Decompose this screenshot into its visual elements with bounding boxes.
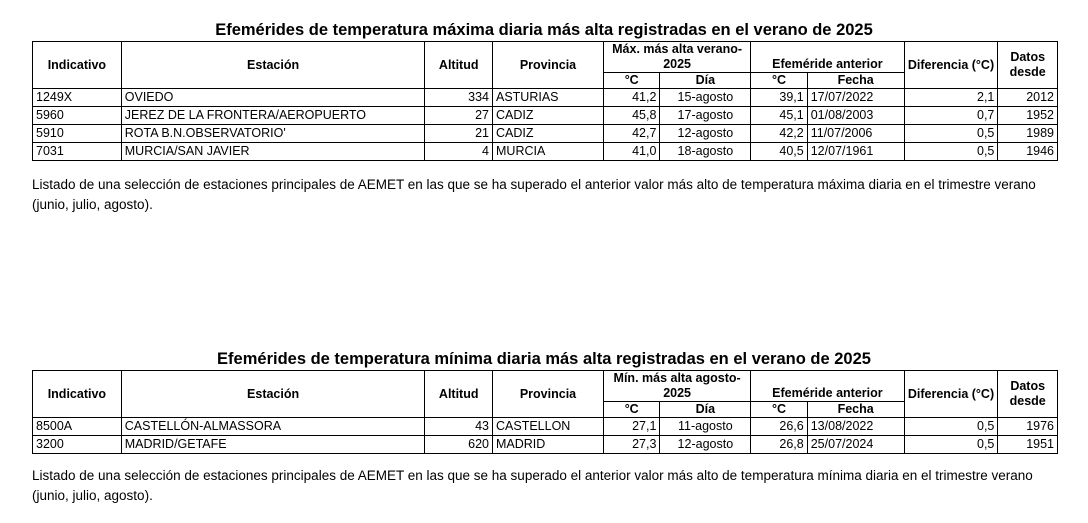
max-temperature-table (32, 41, 1058, 161)
min-table-note: Listado de una selección de estaciones principales de AEMET en las que se ha superado el anterior valor más alto de temperatura mínima diaria en el trimestre verano (junio, julio, agosto). (32, 468, 1033, 503)
cell-altitud: 43 (425, 418, 493, 436)
cell-provincia: CADIZ (493, 125, 604, 143)
cell-diferencia: 0,5 (904, 125, 998, 143)
cell-dia: 12-agosto (660, 125, 751, 143)
cell-desde: 2012 (998, 89, 1058, 107)
cell-prev-fecha: 13/08/2022 (807, 418, 904, 436)
cell-prev-temp: 39,1 (751, 89, 807, 107)
header-diferencia: Diferencia (°C) (904, 371, 998, 418)
max-table-title: Efemérides de temperatura máxima diaria más alta registradas en el verano de 2025 (215, 21, 873, 39)
cell-altitud: 620 (425, 436, 493, 454)
subheader-dia: Día (660, 402, 751, 418)
max-table-note: Listado de una selección de estaciones principales de AEMET en las que se ha superado el anterior valor más alto de temperatura máxima diaria en el trimestre verano (junio, julio, agosto). (32, 177, 1036, 212)
cell-indicativo: 5910 (33, 125, 122, 143)
header-provincia: Provincia (493, 371, 604, 418)
cell-prev-temp: 42,2 (751, 125, 807, 143)
cell-diferencia: 0,5 (904, 436, 998, 454)
cell-provincia: MURCIA (493, 143, 604, 161)
cell-indicativo: 5960 (33, 107, 122, 125)
cell-temp: 41,0 (603, 143, 659, 161)
cell-temp: 27,1 (603, 418, 659, 436)
header-group-current: Mín. más alta agosto-2025 (603, 371, 750, 402)
cell-desde: 1976 (998, 418, 1058, 436)
cell-dia: 17-agosto (660, 107, 751, 125)
table-row (33, 89, 1058, 107)
table-row (33, 125, 1058, 143)
cell-indicativo: 1249X (33, 89, 122, 107)
subheader-celsius-previous: °C (751, 402, 807, 418)
header-estacion: Estación (121, 371, 425, 418)
cell-prev-temp: 26,6 (751, 418, 807, 436)
cell-provincia: CADIZ (493, 107, 604, 125)
cell-temp: 45,8 (603, 107, 659, 125)
table-row (33, 107, 1058, 125)
header-indicativo: Indicativo (33, 42, 122, 89)
min-temperature-table (32, 370, 1058, 454)
cell-altitud: 27 (425, 107, 493, 125)
header-datos-desde: Datos desde (998, 371, 1058, 418)
cell-dia: 11-agosto (660, 418, 751, 436)
cell-temp: 27,3 (603, 436, 659, 454)
header-group-current: Máx. más alta verano-2025 (603, 42, 750, 73)
cell-prev-fecha: 01/08/2003 (807, 107, 904, 125)
cell-prev-temp: 45,1 (751, 107, 807, 125)
min-table-title: Efemérides de temperatura mínima diaria más alta registradas en el verano de 2025 (217, 350, 871, 368)
cell-prev-fecha: 17/07/2022 (807, 89, 904, 107)
header-group-previous: Efeméride anterior (751, 42, 904, 73)
cell-altitud: 4 (425, 143, 493, 161)
cell-temp: 42,7 (603, 125, 659, 143)
subheader-dia: Día (660, 73, 751, 89)
cell-provincia: ASTURIAS (493, 89, 604, 107)
cell-dia: 18-agosto (660, 143, 751, 161)
cell-provincia: CASTELLON (493, 418, 604, 436)
cell-desde: 1952 (998, 107, 1058, 125)
cell-desde: 1989 (998, 125, 1058, 143)
cell-desde: 1951 (998, 436, 1058, 454)
header-provincia: Provincia (493, 42, 604, 89)
header-altitud: Altitud (425, 371, 493, 418)
subheader-celsius-previous: °C (751, 73, 807, 89)
cell-estacion: OVIEDO (121, 89, 425, 107)
cell-estacion: MURCIA/SAN JAVIER (121, 143, 425, 161)
cell-estacion: CASTELLÓN-ALMASSORA (121, 418, 425, 436)
cell-dia: 15-agosto (660, 89, 751, 107)
header-estacion: Estación (121, 42, 425, 89)
cell-diferencia: 0,5 (904, 143, 998, 161)
cell-desde: 1946 (998, 143, 1058, 161)
cell-temp: 41,2 (603, 89, 659, 107)
cell-prev-temp: 40,5 (751, 143, 807, 161)
cell-altitud: 334 (425, 89, 493, 107)
cell-diferencia: 0,5 (904, 418, 998, 436)
cell-prev-temp: 26,8 (751, 436, 807, 454)
cell-diferencia: 2,1 (904, 89, 998, 107)
cell-estacion: JEREZ DE LA FRONTERA/AEROPUERTO (121, 107, 425, 125)
table-row (33, 418, 1058, 436)
cell-dia: 12-agosto (660, 436, 751, 454)
header-datos-desde: Datos desde (998, 42, 1058, 89)
subheader-celsius: °C (603, 73, 659, 89)
table-row (33, 436, 1058, 454)
header-diferencia: Diferencia (°C) (904, 42, 998, 89)
cell-prev-fecha: 25/07/2024 (807, 436, 904, 454)
cell-provincia: MADRID (493, 436, 604, 454)
cell-estacion: ROTA B.N.OBSERVATORIO' (121, 125, 425, 143)
header-group-previous: Efeméride anterior (751, 371, 904, 402)
cell-estacion: MADRID/GETAFE (121, 436, 425, 454)
subheader-celsius: °C (603, 402, 659, 418)
header-altitud: Altitud (425, 42, 493, 89)
table-row (33, 143, 1058, 161)
cell-diferencia: 0,7 (904, 107, 998, 125)
cell-prev-fecha: 12/07/1961 (807, 143, 904, 161)
subheader-fecha: Fecha (807, 402, 904, 418)
header-indicativo: Indicativo (33, 371, 122, 418)
cell-indicativo: 8500A (33, 418, 122, 436)
cell-indicativo: 3200 (33, 436, 122, 454)
cell-altitud: 21 (425, 125, 493, 143)
subheader-fecha: Fecha (807, 73, 904, 89)
cell-prev-fecha: 11/07/2006 (807, 125, 904, 143)
cell-indicativo: 7031 (33, 143, 122, 161)
